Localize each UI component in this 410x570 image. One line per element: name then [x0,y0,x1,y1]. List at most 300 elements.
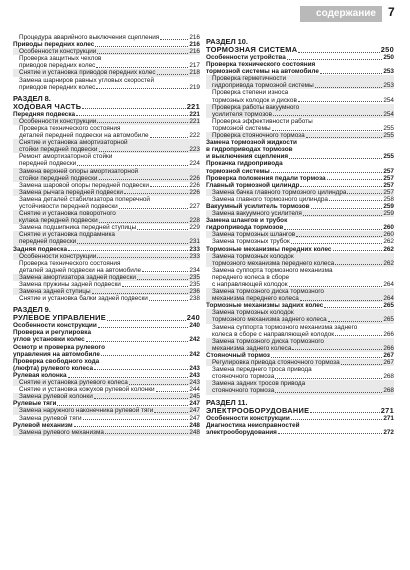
toc-entry[interactable] [206,89,394,96]
dot-leader [92,293,189,294]
toc-entry-text: Замена рулевой колонки [19,393,93,401]
toc-entry-text: тормозной системы на автомобиле [206,68,319,76]
toc-entry[interactable] [13,111,200,118]
toc-entry[interactable] [13,415,200,422]
toc-entry[interactable] [13,295,200,302]
dot-leader [333,250,383,251]
toc-entry-text: Диагностика неисправностей [206,421,300,429]
toc-entry[interactable] [13,407,200,414]
dot-leader [68,250,188,251]
toc-entry-text: Проверка положения педали тормоза [206,174,326,182]
toc-entry[interactable] [13,175,200,182]
toc-entry[interactable] [206,366,394,373]
section-page: 250 [380,45,394,54]
toc-entry[interactable] [206,238,394,245]
toc-entry-text: механизма заднего колеса [212,344,292,352]
toc-entry[interactable] [206,253,394,260]
toc-entry-page: 260 [383,224,394,232]
toc-entry-text: стояночного тормоза [212,387,275,395]
toc-entry[interactable] [13,344,200,351]
dot-leader [347,193,382,194]
toc-entry-text: Рулевые тяги [13,400,57,408]
toc-entry[interactable] [13,422,200,429]
toc-entry-text: управления на автомобиле [13,350,100,358]
toc-entry[interactable] [206,352,394,359]
header-title: содержание [300,6,382,22]
toc-entry-text: Замена пружины задней подвески [19,281,121,288]
toc-entry[interactable] [206,288,394,295]
toc-entry[interactable] [13,336,200,343]
toc-entry-text: Замена наружного наконечника рулевой тяги [19,407,154,415]
toc-entry-text: Осмотр и проверка рулевого [13,343,105,351]
toc-entry-text: (люфта) рулевого колеса [13,364,94,372]
toc-entry-page: 242 [189,336,200,344]
dot-leader [324,307,382,308]
dot-leader [96,88,188,89]
toc-entry-text: Снятие и установка рулевого колеса [19,379,128,387]
toc-entry[interactable] [13,84,200,91]
toc-right-column [206,34,394,436]
toc-entry-text: Ремонт амортизаторной стойки [19,153,113,161]
dot-leader [129,384,189,385]
toc-entry[interactable] [206,331,394,338]
toc-entry-text: Замена переднего троса привода [212,366,312,374]
toc-entry-page: 257 [383,188,394,196]
dot-leader [335,335,382,336]
dot-leader [99,151,189,152]
toc-entry-page: 229 [189,224,200,232]
section-page: 271 [380,405,394,415]
toc-entry[interactable] [13,69,200,76]
toc-entry-page: 236 [189,288,200,296]
toc-entry[interactable] [206,281,394,288]
toc-entry-text: Замена тормозных колодок [212,309,294,317]
toc-entry-page: 216 [189,41,200,49]
page-number: 7 [388,5,395,19]
dot-leader [275,392,382,393]
toc-entry[interactable] [13,429,200,436]
toc-entry-page: 233 [189,245,200,253]
toc-entry-text: механизма переднего колеса [212,295,299,303]
toc-entry-text: деталей задней подвески на автомобиле [19,266,142,274]
toc-entry-text: Особенности конструкции [19,117,97,125]
section-heading [13,95,200,111]
toc-entry-text: Замена подшипника передней ступицы [19,224,137,232]
toc-entry-text: Проверка защитных чехлов [19,55,102,63]
dot-leader [157,74,189,75]
toc-entry[interactable] [206,309,394,316]
dot-leader [76,115,188,116]
toc-entry-page: 254 [383,96,394,104]
toc-entry-page: 268 [383,373,394,381]
toc-entry[interactable] [206,118,394,125]
dot-leader [82,108,185,109]
dot-leader [298,101,382,102]
toc-entry[interactable] [13,260,200,267]
toc-entry[interactable] [206,373,394,380]
toc-entry[interactable] [13,322,200,329]
dot-leader [310,412,379,413]
toc-entry-text: Проверка герметичности [212,75,287,83]
toc-entry[interactable] [206,203,394,210]
section-title: ЭЛЕКТРООБОРУДОВАНИЕ [206,405,310,415]
toc-entry-text: Замена тормозного диска тормозного [212,337,324,345]
toc-entry[interactable] [13,34,200,41]
toc-entry[interactable] [13,125,200,132]
toc-entry-page: 226 [189,188,200,196]
toc-entry-text: Проверка и регулировка [13,329,92,337]
toc-entry[interactable] [206,415,394,422]
toc-entry-text: передней подвески [19,238,77,246]
toc-entry-page: 266 [383,344,394,352]
toc-entry-text: стойки передней подвески [19,174,98,182]
dot-leader [57,405,188,406]
toc-entry[interactable] [13,253,200,260]
toc-entry[interactable] [206,189,394,196]
toc-entry[interactable] [13,224,200,231]
toc-entry-text: Проверка стояночного тормоза [212,132,305,140]
toc-entry[interactable] [206,182,394,189]
toc-entry-text: Замена тормозного диска тормозного [212,288,324,296]
toc-entry[interactable] [206,316,394,323]
toc-entry-text: углов установки колес [13,336,85,344]
dot-leader [77,165,188,166]
toc-entry[interactable] [13,267,200,274]
toc-entry[interactable] [206,54,394,61]
toc-entry-text: устойчивости передней подвески [19,202,118,210]
toc-entry-page: 254 [383,110,394,118]
dot-leader [298,52,379,53]
toc-entry-text: с направляющей колодок [212,281,288,288]
dot-leader [94,398,189,399]
toc-entry-text: Замена амортизатора задней подвески [19,273,136,281]
toc-entry[interactable] [13,238,200,245]
toc-entry-page: 226 [189,174,200,182]
toc-entry[interactable] [206,380,394,387]
toc-entry-text: Прокачка гидропривода [206,160,283,168]
toc-entry[interactable] [206,345,394,352]
dot-leader [149,300,188,301]
dot-leader [320,73,382,74]
toc-entry[interactable] [13,77,200,84]
toc-entry-text: Замена шарниров равных угловых скоростей [19,76,155,84]
dot-leader [83,419,189,420]
toc-entry-page: 243 [189,371,200,379]
dot-leader [327,179,383,180]
toc-entry-text: Замена рулевой тяги [19,414,82,422]
dot-leader [74,426,189,427]
toc-entry-text: Замена тормозных трубок [212,238,290,246]
dot-leader [300,300,382,301]
section-label: РАЗДЕЛ 10. [206,37,248,46]
toc-entry-text: Снятие и установка амортизаторной [19,139,128,147]
dot-leader [101,355,188,356]
dot-leader [96,67,188,68]
dot-leader [291,243,383,244]
toc-entry[interactable] [206,196,394,203]
dot-leader [156,391,189,392]
toc-entry-text: в гидроприводах тормозов [206,146,293,154]
toc-entry-page: 245 [189,393,200,401]
toc-entry-text: Замена тормозных шлангов [212,231,296,239]
toc-entry[interactable] [13,182,200,189]
toc-entry[interactable] [13,372,200,379]
toc-entry-text: Проверка технического состояния [19,124,121,132]
toc-entry-page: 257 [383,167,394,175]
toc-entry-text: Замена главного тормозного цилиндра [212,195,328,203]
toc-entry[interactable] [13,274,200,281]
toc-entry-page: 243 [189,364,200,372]
toc-entry-text: тормозной системы [212,124,271,132]
toc-entry[interactable] [206,125,394,132]
dot-leader [99,222,189,223]
toc-entry[interactable] [206,111,394,118]
toc-entry-text: Снятие и установка кожухов рулевой колонки [19,386,155,394]
toc-entry-page: 268 [383,387,394,395]
toc-entry-page: 255 [383,153,394,161]
toc-entry[interactable] [206,104,394,111]
toc-entry-text: передней подвески [19,160,77,168]
dot-leader [291,419,383,420]
toc-entry-page: 235 [189,273,200,281]
dot-leader [95,46,188,47]
toc-entry-page: 259 [383,210,394,218]
toc-entry-page: 216 [189,34,200,41]
toc-entry[interactable] [206,217,394,224]
toc-entry-text: Тормозные механизмы задних колес [206,302,324,310]
toc-entry-text: тормозных колодок и дисков [212,96,297,104]
toc-entry-text: Замена тормозной жидкости [206,139,297,147]
toc-entry-text: гидропривода тормозной системы [212,82,314,90]
dot-leader [154,412,188,413]
section-label: РАЗДЕЛ 9. [13,305,51,315]
toc-entry-text: Снятие и установка подрамника [19,231,115,239]
toc-entry-page: 266 [383,330,394,338]
dot-leader [289,158,382,159]
toc-entry-text: Замена верхней опоры амортизаторной [19,167,139,175]
toc-entry-text: Особенности конструкции [19,48,97,56]
dot-leader [150,186,188,187]
toc-entry[interactable] [206,338,394,345]
toc-entry-text: деталей передней подвески на автомобиле [19,132,149,140]
toc-entry-page: 260 [383,231,394,239]
toc-entry[interactable] [206,168,394,175]
dot-leader [68,377,189,378]
toc-entry[interactable] [13,48,200,55]
dot-leader [142,271,188,272]
toc-entry-page: 238 [189,295,200,303]
toc-entry[interactable] [206,422,394,429]
toc-entry[interactable] [13,160,200,167]
toc-entry-page: 272 [383,428,394,436]
dot-leader [287,59,383,60]
toc-entry-text: стояночного тормоза [212,373,275,381]
toc-entry[interactable] [13,246,200,253]
toc-entry-page: 262 [383,245,394,253]
toc-entry-text: Замена рулевого механизма [19,428,104,436]
toc-entry-text: Проверка работы вакуумного [212,103,300,111]
toc-entry-text: электрооборудования [206,428,277,436]
section-label: РАЗДЕЛ 11. [206,397,248,407]
toc-entry-text: Рулевая колонка [13,371,67,379]
toc-entry[interactable] [206,429,394,436]
toc-entry-page: 217 [189,62,200,70]
toc-entry-text: Процедура аварийного выключения сцепления [19,34,160,41]
toc-entry[interactable] [13,365,200,372]
toc-entry[interactable] [206,387,394,394]
toc-entry[interactable] [13,351,200,358]
dot-leader [99,179,189,180]
toc-entry[interactable] [206,146,394,153]
toc-entry-page: 228 [189,217,200,225]
dot-leader [119,208,189,209]
toc-entry-text: Особенности конструкции [19,252,97,260]
toc-entry-page: 257 [383,181,394,189]
toc-entry-page: 265 [383,316,394,324]
toc-entry[interactable] [13,118,200,125]
dot-leader [97,53,188,54]
dot-leader [94,369,188,370]
toc-entry[interactable] [13,329,200,336]
toc-entry-text: Проверка технического состояния [206,61,316,69]
toc-entry-page: 221 [189,117,200,125]
toc-entry[interactable] [206,324,394,331]
toc-entry-page: 255 [383,124,394,132]
toc-entry-text: Стояночный тормоз [206,351,270,359]
dot-leader [150,137,189,138]
dot-leader [124,193,188,194]
toc-entry-text: приводов передних колес [19,62,96,70]
toc-entry-text: Замена шаровой опоры передней подвески [19,181,149,189]
toc-entry-page: 262 [383,259,394,267]
toc-entry-page: 271 [383,414,394,422]
toc-entry-text: Замена вакуумного усилителя [212,210,302,218]
dot-leader [292,349,382,350]
section-page: 240 [186,313,200,323]
toc-entry-text: тормозного механизма заднего колеса [212,316,327,324]
toc-entry-page: 218 [189,69,200,77]
toc-entry-page: 255 [383,132,394,140]
toc-entry-text: Передняя подвеска [13,110,76,118]
toc-entry-text: Проверка технического состояния [19,259,121,267]
toc-entry-page: 247 [189,400,200,408]
section-heading [206,38,394,54]
toc-entry-page: 243 [189,379,200,387]
toc-entry-text: кулака передней подвески [19,217,98,225]
toc-entry[interactable] [13,62,200,69]
toc-entry[interactable] [206,97,394,104]
dot-leader [97,122,188,123]
toc-entry[interactable] [13,168,200,175]
toc-entry[interactable] [206,68,394,75]
dot-leader [328,321,383,322]
toc-entry[interactable] [206,359,394,366]
toc-entry[interactable] [206,295,394,302]
toc-entry-text: Вакуумный усилитель тормозов [206,202,310,210]
toc-entry[interactable] [206,224,394,231]
toc-entry-text: усилителя тормозов [212,110,272,118]
toc-entry-text: гидропривода тормозов [206,224,284,232]
toc-entry-page: 258 [383,195,394,203]
toc-entry[interactable] [206,139,394,146]
section-heading [13,306,200,322]
toc-entry[interactable] [206,267,394,274]
dot-leader [306,137,383,138]
toc-entry-page: 216 [189,48,200,56]
toc-entry-page: 226 [189,181,200,189]
dot-leader [329,200,382,201]
dot-leader [296,236,382,237]
section-title-line [13,103,200,111]
dot-leader [289,286,383,287]
toc-entry-page: 247 [189,414,200,422]
toc-entry[interactable] [206,153,394,160]
toc-entry-page: 248 [189,428,200,436]
toc-entry-text: Замена тормозных колодок [212,252,294,260]
toc-entry-page: 267 [383,359,394,367]
dot-leader [122,286,188,287]
toc-entry-page: 244 [189,386,200,394]
toc-entry-text: Замена задних тросов привода [212,380,306,388]
section-page: 221 [186,101,200,111]
section-title-line [206,407,394,415]
toc-left-column [13,34,200,436]
toc-entry[interactable] [13,189,200,196]
toc-entry-text: Замена задней ступицы [19,288,91,296]
toc-entry-page: 227 [189,202,200,210]
dot-leader [275,378,382,379]
dot-leader [105,433,188,434]
toc-entry-page: 259 [383,202,394,210]
toc-entry-text: Снятие и установка приводов передних колес [19,69,156,77]
toc-entry-text: стойки передней подвески [19,146,98,154]
toc-entry[interactable] [206,246,394,253]
dot-leader [77,243,188,244]
dot-leader [160,39,188,40]
toc-entry-text: Замена деталей стабилизатора поперечной [19,195,151,203]
toc-entry-text: Замена суппорта тормозного механизма [212,266,333,274]
toc-entry-text: приводов передних колес [19,83,96,91]
toc-entry[interactable] [206,260,394,267]
toc-entry-page: 222 [189,132,200,140]
toc-entry[interactable] [13,196,200,203]
toc-entry-text: Замена рычага передней подвески [19,188,123,196]
toc-entry-page: 267 [383,351,394,359]
dot-leader [273,115,382,116]
toc-entry[interactable] [206,175,394,182]
toc-entry-text: Особенности устройства [206,54,286,61]
toc-entry-text: Рулевой механизм [13,421,73,429]
toc-entry-text: Замена бачка главного тормозного цилиндра [212,188,347,196]
toc-entry-page: 235 [189,281,200,288]
toc-entry-text: Проверка эффективности работы [212,117,313,125]
dot-leader [271,357,382,358]
toc-entry[interactable] [13,203,200,210]
toc-entry[interactable] [13,55,200,62]
toc-entry-page: 234 [189,266,200,274]
dot-leader [278,433,382,434]
toc-entry[interactable] [13,393,200,400]
toc-entry[interactable] [206,274,394,281]
toc-entry[interactable] [206,302,394,309]
dot-leader [137,279,188,280]
toc-entry[interactable] [206,160,394,167]
toc-entry-text: Регулировка привода стояночного тормоза [212,359,340,367]
toc-entry[interactable] [13,358,200,365]
toc-entry-page: 231 [189,238,200,246]
toc-entry-text: тормозного механизма переднего колеса [212,259,335,267]
toc-entry[interactable] [206,82,394,89]
